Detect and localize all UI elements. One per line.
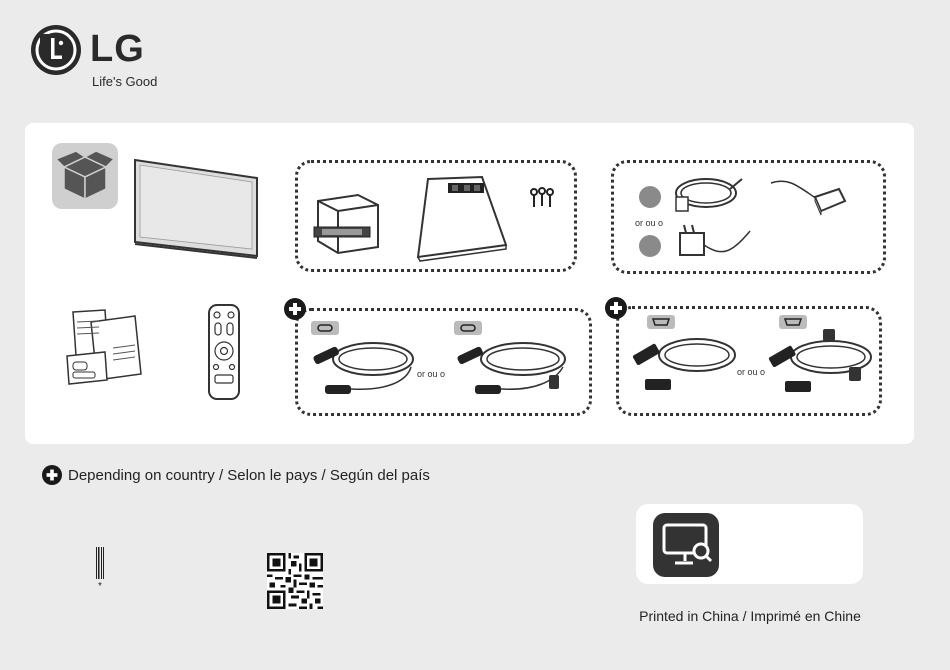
option-b-badge bbox=[639, 235, 661, 257]
ac-adapter-illustration bbox=[769, 175, 847, 217]
plus-circle-icon-2 bbox=[605, 297, 627, 319]
hdmi-or-label: or ou o bbox=[737, 367, 766, 377]
power-cord-illustration bbox=[668, 171, 748, 219]
box-icon bbox=[52, 143, 118, 209]
footnote-text: Depending on country / Selon le pays / Según del país bbox=[68, 466, 430, 484]
stand-base-illustration bbox=[308, 191, 388, 257]
svg-text:*: * bbox=[98, 581, 102, 591]
usb-or-label: or ou o bbox=[417, 369, 446, 379]
manuals-illustration bbox=[65, 308, 145, 390]
qr-code-icon bbox=[267, 553, 323, 609]
brand-name: LG bbox=[90, 28, 145, 70]
box-contents-panel bbox=[25, 123, 914, 444]
lg-logo-mark-icon bbox=[30, 24, 82, 76]
plus-circle-icon-3 bbox=[42, 465, 62, 485]
power-or-label: or ou o bbox=[635, 218, 664, 228]
monitor-search-icon bbox=[653, 513, 719, 577]
tv-illustration bbox=[133, 156, 259, 259]
printed-in-text: Printed in China / Imprimé en Chine bbox=[639, 608, 861, 624]
footnote bbox=[42, 464, 430, 486]
option-a-badge bbox=[639, 186, 661, 208]
lg-logo bbox=[30, 24, 180, 90]
remote-control-illustration bbox=[206, 303, 242, 401]
usb-c-cable-ferrite-illustration bbox=[451, 331, 573, 403]
usb-c-cable-illustration bbox=[307, 331, 419, 403]
brand-slogan: Life's Good bbox=[92, 74, 158, 89]
power-adapter-illustration bbox=[672, 223, 756, 267]
hdmi-port-icon bbox=[647, 315, 675, 329]
plus-circle-icon bbox=[284, 298, 306, 320]
barcode-icon bbox=[93, 547, 107, 591]
hdmi-cable-ferrite-illustration bbox=[765, 327, 877, 401]
manual-search-card bbox=[636, 504, 863, 584]
hdmi-cable-illustration bbox=[629, 329, 741, 399]
stand-plate-illustration bbox=[408, 173, 514, 263]
screws-illustration bbox=[528, 187, 556, 211]
